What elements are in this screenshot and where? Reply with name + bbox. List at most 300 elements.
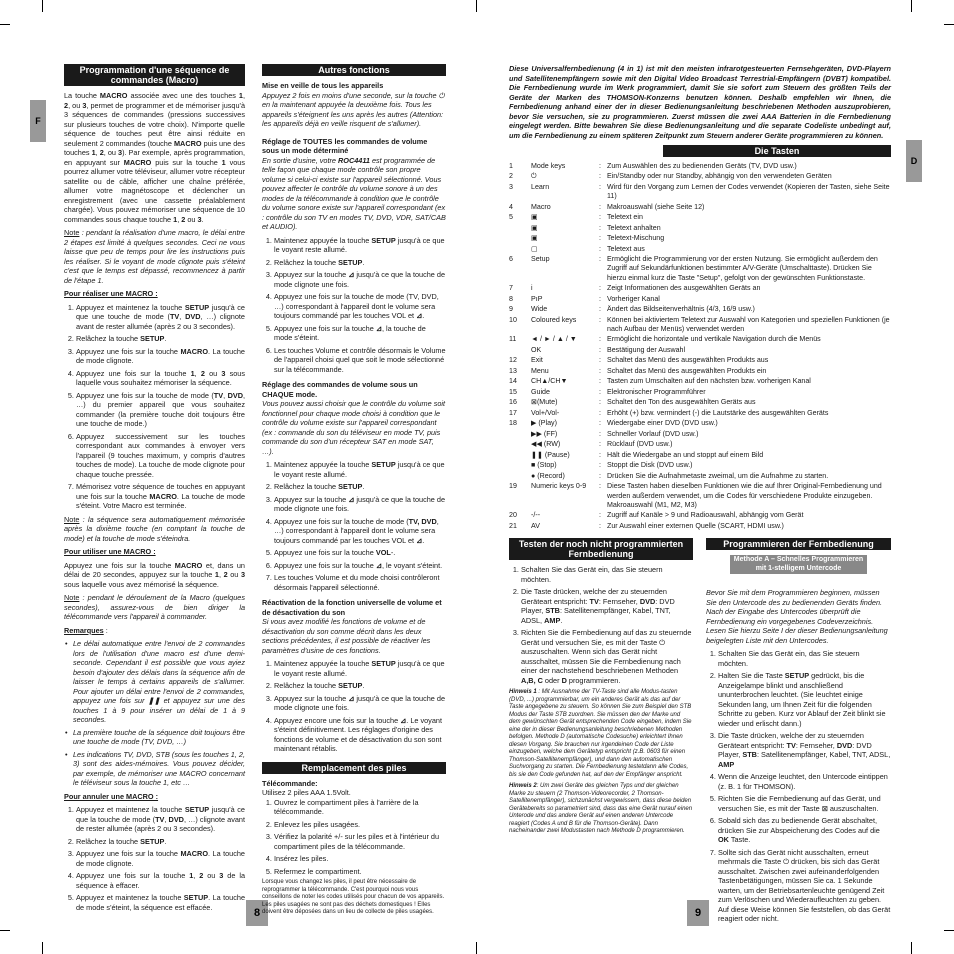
step-item: 4. Insérez les piles. — [274, 854, 446, 864]
body-text: , …) clignote avant de rester allumée (après 2 ou 3 secondes). — [76, 814, 246, 833]
step-item — [76, 893, 245, 912]
step-item — [76, 432, 245, 480]
key-row — [509, 183, 891, 203]
key-separator: : — [599, 398, 601, 407]
key-number: 17 — [509, 408, 517, 417]
key-row — [509, 203, 891, 213]
body-text: : Satellitenempfänger, Kabel, TNT, ADSL, — [521, 606, 671, 625]
keys-table — [509, 162, 891, 532]
key-description: Teletext-Mischung — [607, 234, 665, 243]
body-text: Appuyez une fois sur la touche de mode (TV, DVD, …) correspondant à l'appareil dont le volume sera toujours commandé par les touches VOL et — [274, 292, 439, 320]
step-item — [76, 871, 245, 890]
step-item — [274, 694, 446, 713]
key-row — [509, 461, 891, 471]
step-item — [718, 816, 891, 845]
body-text: , …) du premier appareil que vous souhaitez commander (la première touche doit toujours être une touche de mode.) — [76, 390, 245, 428]
key-name: Guide — [531, 387, 550, 396]
key-name: i — [531, 284, 533, 293]
key-description: Makroauswahl (siehe Seite 12) — [607, 202, 705, 211]
body-text: : DVD Player, — [521, 596, 675, 615]
realize-macro-steps — [64, 303, 245, 511]
crop-mark — [42, 0, 43, 12]
body-text: Appuyez une fois sur la touche — [76, 368, 191, 378]
body-text: puis sur la touche — [151, 157, 222, 167]
emphasis-text: 1 — [190, 368, 195, 378]
body-text: Die Taste drücken, welche der zu steuernden Geräteart entspricht: — [718, 731, 864, 750]
key-separator: : — [599, 182, 601, 191]
emphasis-text: SETUP — [140, 334, 165, 343]
key-description: Schneller Vorlauf (DVD usw.) — [607, 429, 699, 438]
body-text: jusqu'à ce que la touche de mode ( — [76, 805, 245, 824]
emphasis-text: TV, — [408, 516, 420, 526]
emphasis-text: DVD — [639, 596, 656, 606]
body-text: . — [362, 257, 365, 267]
emphasis-text: SETUP — [784, 671, 810, 680]
key-row — [509, 335, 891, 345]
emphasis-text: AMP — [544, 615, 561, 625]
key-number: 1 — [509, 162, 513, 170]
key-separator: : — [599, 366, 601, 375]
key-description: Zeigt Informationen des ausgewählten Geräts an — [607, 284, 761, 293]
hint-text: : Mit Ausnahme der TV-Taste sind alle Modus-tasten (DVD, ...) programmierbar, um ein anderes Gerät als das auf der Taste angegebene zu steuern. So können Sie zum Beispiel den STB Modus der Taste STB zuordnen. Sie müssen den der Marke und dem gewünschten Gerät entsprechenden Code eingeben, indem Sie eine der in dieser Bedienungsanleitung beschriebenen Methoden befolgen. Methode D (automatische Codesuche) erleichtert Ihnen diesen Vorgang. Sie brauchen nur irgendeinen Code der Liste einzugeben, welche dem Gerätetyp entspricht (z.B. 0603 für einen Thomson-Satellitenempfänger), und dann den automatischen Suchvorgang zu starten. Die Fernbedienung testetdann alle Codes, bis sie den Code gefunden hat, auf den der Empfänger anspricht. — [509, 689, 692, 778]
emphasis-text: ⊿ — [348, 693, 355, 703]
step-item — [76, 369, 245, 388]
macro-note-3 — [64, 593, 245, 622]
key-number: 15 — [509, 387, 517, 396]
key-separator: : — [599, 255, 601, 264]
body-text: . La touche de mode clignote. — [76, 346, 245, 365]
chmode-intro: Vous pouvez aussi choisir que le contrôle du volume soit fonctionnel pour chaque mode choisi à condition que le contrôle du volume existe sur l'appareil correspondant (ex : commande du son du téléviseur en mode TV, puis commande du son d'un récepteur SAT en mode SAT, …). — [262, 399, 446, 456]
section-header-batteries: Remplacement des piles — [262, 762, 446, 774]
key-description: Können bei aktiviertem Teletext zur Auswahl von Kategorien und speziellen Funktionen (je nach Aufbau der Menüs) verwendet werden — [607, 315, 890, 333]
step-item — [521, 628, 693, 685]
emphasis-text: MACRO — [180, 849, 209, 858]
body-text: . La touche de mode s'éteint, la séquence est effacée. — [76, 893, 245, 912]
key-name: Setup — [531, 255, 550, 264]
emphasis-text: A,B, C — [521, 675, 543, 685]
key-description: Vorheriger Kanal — [607, 294, 660, 303]
emphasis-text: MACRO — [180, 346, 209, 356]
remark-item: • Les indications TV, DVD, STB (sous les touches 1, 2, 3) sont des aides-mémoires. Vous pouvez décider, par exemple, de mémoriser une MACRO concernant le téléviseur sous la touche 1, etc … — [73, 750, 245, 788]
emphasis-text: DVD — [836, 740, 853, 750]
emphasis-text: STB — [545, 606, 560, 615]
body-text: En sortie d'usine, votre — [262, 155, 339, 165]
key-row — [509, 472, 891, 482]
body-text: jusqu'à ce que la touche de mode clignote une fois. — [274, 494, 446, 513]
body-text: Appuyez encore une fois sur la touche — [274, 715, 401, 725]
step-item — [76, 805, 245, 834]
key-description: Teletext ein — [607, 213, 643, 222]
key-name: ▣ — [531, 213, 538, 222]
body-text: , permet de programmer et de mémoriser jusqu'à 3 séquences de commandes (pressions successives sur plusieurs touches de votre choix). N'importe quelle séquence de touches peut être ainsi réduite en seulement 2 commandes (touche — [64, 100, 246, 148]
key-name: Coloured keys — [531, 315, 577, 324]
step-item — [76, 391, 245, 429]
key-name: ● (Record) — [531, 471, 565, 480]
emphasis-text: 1 — [221, 157, 226, 167]
emphasis-text: 3 — [118, 148, 123, 157]
body-text: Sollte sich das Gerät nicht ausschalten, erneut mehrmals die Taste ⏻ drücken, bis sich das Gerät ausschaltet. Zwischen zwei aufeinanderfolgenden Tastenbetätigungen, müssen Sie ca. 1 Sekunde warten, um der Betriebsartenleuchte genügend Zeit zum Verlöschen und Wiederaufleuchten zu geben. Auf diese Weise können Sie feststellen, ob das Gerät reagiert oder nicht. — [718, 847, 891, 923]
key-name: ❚❚ (Pause) — [531, 450, 570, 459]
section-header-programming: Programmieren der Fernbedienung — [706, 538, 891, 550]
emphasis-text: 2 — [99, 148, 104, 157]
emphasis-text: SETUP — [184, 302, 210, 312]
body-text: Les touches Volume et contrôle désormais le Volume de l'appareil choisi quel que soit le mode sélectionné sur la télécommande. — [274, 345, 446, 374]
emphasis-text: SETUP — [338, 482, 363, 491]
fold-mark — [476, 0, 477, 12]
key-row — [509, 440, 891, 450]
key-separator: : — [599, 429, 601, 438]
step-item — [274, 346, 446, 375]
emphasis-text: 2 — [200, 368, 205, 378]
step-item — [76, 303, 245, 332]
use-macro-title: Pour utiliser une MACRO : — [64, 547, 156, 556]
key-name: PıP — [531, 294, 543, 303]
body-text: : Fernseher, — [598, 596, 640, 606]
step-item — [274, 716, 446, 754]
step-item: 3. Vérifiez la polarité +/- sur les piles et à l'intérieur du compartiment piles de la télécommande. — [274, 832, 446, 851]
key-separator: : — [599, 440, 601, 449]
emphasis-text: 2 — [199, 871, 204, 880]
key-name: Numeric keys 0-9 — [531, 482, 587, 491]
body-text: Appuyez une fois sur la touche — [76, 346, 181, 356]
emphasis-text: OK — [718, 835, 729, 844]
emphasis-text: ⊿ — [375, 323, 382, 333]
key-separator: : — [599, 213, 601, 222]
emphasis-text: ⊿ — [416, 535, 423, 545]
key-row — [509, 482, 891, 511]
emphasis-text: 1 — [91, 148, 96, 157]
emphasis-text: TV — [169, 312, 180, 321]
key-row — [509, 284, 891, 294]
step-item — [274, 659, 446, 678]
key-row — [509, 316, 891, 336]
key-number: 9 — [509, 305, 513, 314]
language-tab-french: F — [30, 100, 46, 142]
key-number — [509, 346, 531, 356]
emphasis-text: TV — [589, 596, 599, 606]
chmode-title: Réglage des commandes de volume sous un CHAQUE mode. — [262, 380, 418, 399]
body-text: Maintenez appuyée la touche — [274, 235, 372, 245]
column-test-de — [509, 538, 693, 840]
key-separator: : — [599, 315, 601, 324]
key-name: ◀◀ (RW) — [531, 440, 561, 449]
key-row — [509, 234, 891, 244]
crop-mark — [944, 24, 954, 25]
body-text: oder — [542, 675, 562, 685]
emphasis-text: AMP — [718, 759, 735, 769]
body-text: : Fernseher, — [795, 740, 837, 750]
body-text: , ou — [103, 148, 118, 157]
key-row — [509, 224, 891, 234]
key-description: Stoppt die Disk (DVD usw.) — [607, 461, 693, 470]
key-row — [509, 213, 891, 223]
key-separator: : — [599, 294, 601, 303]
method-a-subheader: Methode A – Schnelles Programmieren mit 1-stelligem Untercode — [730, 555, 867, 574]
key-number — [509, 440, 531, 450]
body-text: Relâchez la touche — [274, 482, 339, 491]
step-item — [274, 573, 446, 592]
key-name: Vol+/Vol- — [531, 408, 560, 417]
step-item — [718, 649, 891, 668]
key-number — [509, 234, 531, 244]
key-number — [509, 451, 531, 461]
key-number — [509, 224, 531, 234]
emphasis-text: SETUP — [338, 257, 363, 267]
emphasis-text: STB — [742, 750, 757, 759]
step-item — [718, 848, 891, 924]
body-text: Richten Sie die Fernbedienung auf das Gerät, und versuchen Sie, es mit der Taste ⊠ auszuschalten. — [718, 794, 881, 813]
body-text: est programmée de telle façon que chaque mode contrôle son propre volume si celui-ci existe sur l'appareil sélectionné. Vous pouvez affecter le contrôle du volume sonore à un des modes de la télécommande à condition que le contrôle du volume sonore existe sur l'appareil correspondant (ex : contrôle du son TV en modes TV, DVD, VDR, SAT/CAB et AUDIO). — [262, 155, 446, 231]
step-item — [274, 517, 446, 546]
emphasis-text: MACRO — [99, 91, 128, 100]
body-text: , — [164, 814, 169, 824]
key-separator: : — [599, 345, 601, 354]
remark-item: • Le délai automatique entre l'envoi de 2 commandes lors de l'utilisation d'une macro est d'une demi-seconde. Cependant il est possible que vous ayiez besoin d'ajouter des délais dans la séquence afin de laisser le temps à certains appareils de s'allumer. Pour ajouter un délai entre l'envoi de 2 commandes, appuyez une fois sur ❚❚ et appuyez sur une des touches 1 à 9 pour insérer un délai de 1 à 9 secondes. — [73, 639, 245, 725]
emphasis-text: 2 — [181, 214, 186, 224]
emphasis-text: SETUP — [140, 836, 165, 846]
emphasis-text: SETUP — [371, 460, 396, 469]
body-text: Appuyez une fois sur la touche — [274, 548, 376, 557]
step-item — [274, 681, 446, 691]
key-separator: : — [599, 234, 601, 243]
column-macro-fr — [64, 64, 245, 916]
key-name: Learn — [531, 182, 550, 191]
emphasis-text: ⊿ — [348, 270, 355, 279]
emphasis-text: TV — [213, 390, 224, 400]
key-row — [509, 398, 891, 408]
step-item — [274, 495, 446, 514]
section-header-keys: Die Tasten — [663, 145, 891, 157]
emphasis-text: 3 — [221, 368, 226, 378]
step-item — [274, 258, 446, 268]
key-row — [509, 377, 891, 387]
key-row — [509, 172, 891, 182]
note-text: : la séquence sera automatiquement mémorisée après la dixième touche (en comptant la touche de mode) et la touche de mode s'éteindra. — [64, 514, 245, 543]
body-text: Appuyez sur la touche — [274, 270, 349, 279]
body-text: , — [242, 91, 245, 100]
key-number: 13 — [509, 366, 517, 375]
key-name: ▣ — [531, 234, 538, 243]
body-text: et, dans un délai de 20 secondes, appuyez sur la touche — [64, 560, 245, 579]
key-description: Ermöglicht die horizontale und vertikale Navigation durch die Menüs — [607, 335, 821, 344]
body-text: , — [95, 148, 100, 157]
key-number: 5 — [509, 213, 513, 222]
emphasis-text: TV — [786, 740, 796, 750]
body-text: Appuyez une fois sur la touche de mode ( — [76, 390, 214, 400]
body-text: , — [218, 570, 224, 579]
body-text: de la séquence à effacer. — [76, 871, 246, 890]
key-description: Hält die Wiedergabe an und stoppt auf einem Bild — [607, 450, 764, 459]
body-text: puis une des touches — [64, 138, 245, 157]
body-text: . — [164, 334, 167, 343]
key-name: ⏻ — [531, 172, 537, 181]
step-item — [76, 837, 245, 847]
step-item: 5. Refermez le compartiment. — [274, 867, 446, 877]
key-description: Teletext aus — [607, 244, 645, 253]
body-text: Wenn die Anzeige leuchtet, den Untercode eintippen (z. B. 1 für THOMSON). — [718, 772, 888, 791]
emphasis-text: D — [561, 675, 567, 685]
body-text: Schalten Sie das Gerät ein, das Sie steuern möchten. — [521, 565, 663, 584]
key-number: 6 — [509, 255, 513, 264]
emphasis-text: MACRO — [174, 560, 203, 570]
emphasis-text: SETUP — [184, 805, 210, 814]
body-text: jusqu'à ce que le voyant reste allumé. — [274, 659, 445, 678]
key-separator: : — [599, 387, 601, 396]
body-text: Relâchez la touche — [76, 334, 141, 343]
reactivate-intro: Si vous avez modifié les fonctions de volume et de désactivation du son comme décrit dans les deux sections précédentes, il est possible de réactiver les paramètres d'usine de ces fonctions. — [262, 617, 431, 655]
step-item — [274, 292, 446, 321]
body-text: , …) clignote avant de rester allumée (après 2 ou 3 secondes). — [76, 312, 245, 331]
remote-text: Utilisez 2 piles AAA 1.5Volt. — [262, 788, 351, 797]
key-number: 10 — [509, 315, 517, 324]
remarks-label: Remarques — [64, 625, 104, 635]
test-steps — [509, 565, 693, 685]
step-item — [718, 671, 891, 728]
remarks-list — [64, 639, 245, 788]
method-a-intro: Bevor Sie mit dem Programmieren beginnen, müssen Sie den Untercode des zu bedienenden Geräts finden. Nach der Eingabe des Untercodes überprüft die Fernbedienung ein vorgegebenes Codeverzeichnis. Lesen Sie hierzu Seite I der dieser Bedienungsanleitung beigelegten Liste mit den Untercodes. — [706, 588, 888, 645]
key-description: Ein/Standby oder nur Standby, abhängig von den verwendeten Geräten — [607, 172, 832, 181]
crop-mark — [944, 930, 954, 931]
key-number: 14 — [509, 377, 517, 386]
key-row — [509, 346, 891, 356]
fold-mark — [476, 942, 477, 954]
body-text: Maintenez appuyée la touche — [274, 659, 372, 668]
step-item — [718, 731, 891, 769]
emphasis-text: 1 — [214, 570, 219, 579]
emphasis-text: SETUP — [371, 235, 396, 245]
body-text: , …) correspondant à l'appareil dont le volume sera toujours commandé par les touches VOL et — [274, 516, 439, 545]
body-text: Appuyez une fois sur la touche — [274, 560, 376, 570]
key-separator: : — [599, 305, 601, 314]
body-text: , ou — [68, 100, 83, 110]
body-text: , le voyant s'éteint. — [381, 560, 443, 570]
key-description: Tasten zum Umschalten auf den nächsten bzw. vorherigen Kanal — [607, 377, 811, 386]
body-text: jusqu'à ce que une touche de mode ( — [76, 302, 245, 321]
key-separator: : — [599, 521, 601, 530]
crop-mark — [42, 942, 43, 954]
body-text: vous pourrez allumer votre téléviseur, allumer votre récepteur satellite ou de câble, afficher une chaîne préférée, allumer votre magnétoscope et déclencher un enregistrement (avec une cassette préalablement chargée). Vous pouvez mémoriser une séquence de 10 commandes sous chaque touche — [64, 157, 245, 224]
body-text: : DVD Player, — [718, 740, 872, 759]
batteries-steps — [262, 798, 446, 877]
volume-steps — [262, 236, 446, 375]
emphasis-text: SETUP — [183, 893, 209, 902]
key-row — [509, 255, 891, 284]
body-text: jusqu'à ce que la touche de mode clignote une fois. — [274, 270, 446, 289]
hint-text: : Um zwei Geräte des gleichen Typs und der gleichen Marke zu steuern (2 Thomson-Videorecorder, 2 Thomson-Satellitenempfänger), sichzunächst vergewissern, dass diese beiden Gerätebereits so parametriert sind, dass das eine Gerät nurauf einen Unterode und das andere Gerät auf einen anderen Untercode reagiert (Codes A und B für die Thomson-Geräte). Dann nacheinander zwei Modustasten nach Methode D programmieren. — [509, 783, 693, 834]
step-item — [718, 794, 891, 813]
use-macro-text — [64, 561, 245, 590]
body-text: sous laquelle vous avez mémorisé la séquence. — [64, 579, 219, 589]
body-text: gedrückt, bis die Anzeigelampe blinkt und anschließend ununterbrochen leuchtet. (Sie leuchtet einige Sekunden lang, um Ihnen Zeit für die folgenden Schritte zu geben. Kurz vor Ablauf der Zeit blinkt sie wieder und erlischt dann.) — [718, 671, 886, 728]
key-separator: : — [599, 223, 601, 232]
note-label: Note — [64, 228, 80, 237]
key-description: Zugriff auf Kanäle > 9 und Radioauswahl, abhängig vom Gerät — [607, 511, 804, 520]
step-item — [76, 347, 245, 366]
key-name: Wide — [531, 305, 548, 314]
emphasis-text: ⊿ — [400, 715, 407, 725]
key-description: Bestätigung der Auswahl — [607, 345, 686, 354]
chmode-steps — [262, 460, 446, 592]
macro-note-2 — [64, 515, 245, 544]
body-text: Taste. — [728, 835, 751, 844]
key-name: ▢ — [531, 244, 538, 253]
key-separator: : — [599, 461, 601, 470]
body-text: , — [194, 368, 201, 378]
body-text: . — [422, 311, 425, 320]
body-text: . La touche de mode s'éteint. Votre Macro est terminée. — [76, 491, 246, 510]
step-item — [274, 548, 446, 558]
emphasis-text: MACRO — [173, 138, 202, 148]
key-number: 2 — [509, 172, 513, 181]
emphasis-text: DVD — [421, 516, 437, 526]
emphasis-text: DVD — [168, 814, 184, 824]
hint-1 — [509, 689, 693, 779]
body-text: . — [560, 615, 563, 625]
key-description: Teletext anhalten — [607, 223, 661, 232]
step-item — [521, 587, 693, 625]
key-name: ⊠(Mute) — [531, 398, 558, 407]
section-header-macro: Programmation d'une séquence de commandes (Macro) — [64, 64, 245, 86]
body-text: Appuyez une fois sur la touche — [76, 871, 190, 880]
crop-mark — [0, 930, 10, 931]
key-number: 8 — [509, 294, 513, 303]
body-text: , — [179, 312, 186, 321]
body-text: Appuyez et maintenez la touche — [76, 893, 184, 902]
note-label: Note — [64, 514, 80, 524]
key-row — [509, 295, 891, 305]
section-header-other-functions: Autres fonctions — [262, 64, 446, 76]
body-text: Relâchez la touche — [274, 257, 339, 267]
emphasis-text: 1 — [189, 871, 194, 880]
step-item — [274, 324, 446, 343]
step-item — [274, 270, 446, 289]
key-number — [509, 430, 531, 440]
body-text: ou — [203, 871, 220, 880]
reactivate-steps — [262, 659, 446, 754]
key-separator: : — [599, 471, 601, 480]
body-text: Les touches Volume et du mode choisi contrôleront désormais l'appareil sélectionné. — [274, 573, 440, 592]
standby-title: Mise en veille de tous les appareils — [262, 81, 384, 90]
body-text: -. — [390, 548, 396, 557]
key-name: Exit — [531, 356, 543, 365]
key-description: Schaltet das Menü des ausgewählten Produkts ein — [607, 366, 767, 375]
key-row — [509, 511, 891, 521]
column-programming-de — [706, 538, 891, 928]
body-text: Appuyez successivement sur les touches correspondant aux commandes à envoyer vers l'appareil (9 touches maximum, y compris d'autres touches de mode). La touche de mode clignote pour chaque touche pressée. — [76, 431, 245, 479]
emphasis-text: ⊿ — [416, 311, 423, 320]
body-text: Appuyez une fois sur la touche — [274, 323, 376, 333]
emphasis-text: 1 — [173, 214, 178, 224]
key-row — [509, 522, 891, 532]
body-text: Richten Sie die Fernbedienung auf das zu steuernde Gerät und versuchen Sie, es mit der Taste ⏻ auszuschalten. Wenn sich das Gerät nicht ausschaltet, müssen Sie die Fernbedienung nach einer der nachstehend beschriebenen Methoden — [521, 628, 692, 675]
emphasis-text: ⊿ — [375, 560, 382, 570]
key-separator: : — [599, 482, 601, 491]
key-separator: : — [599, 511, 601, 520]
note-text: : pendant la réalisation d'une macro, le délai entre 2 étapes est limité à quelques secondes. Ceci ne vous laisse que peu de temps pour lire les instructions puis les réaliser. Si le voyant de mode clignote puis s'éteint c'est que le temps est dépassé, recommencez à partir de l'étape 1. — [64, 228, 245, 285]
step-item — [274, 460, 446, 479]
key-description: Erhöht (+) bzw. vermindert (-) die Lautstärke des ausgewählten Geräts — [607, 408, 829, 417]
key-name: ▶ (Play) — [531, 419, 557, 428]
key-separator: : — [599, 450, 601, 459]
hint-2 — [509, 783, 693, 836]
body-text: . — [422, 535, 425, 545]
key-description: Ändert das Bildseitenverhältnis (4/3, 16/9 usw.) — [607, 305, 755, 314]
body-text: Sobald sich das zu bedienende Gerät abschaltet, drücken Sie zur Abspeicherung des Codes auf die — [718, 816, 880, 835]
emphasis-text: SETUP — [338, 681, 363, 690]
standby-text: Appuyez 2 fois en moins d'une seconde, sur la touche ⏻ en la maintenant appuyée la deuxième fois. Tous les appareils s'éteignent les uns après les autres (Attention: les appareils déjà en veille risquent de s'allumer). — [262, 90, 445, 128]
body-text: jusqu'à ce que le voyant reste allumé. — [274, 460, 445, 479]
step-item — [274, 482, 446, 492]
